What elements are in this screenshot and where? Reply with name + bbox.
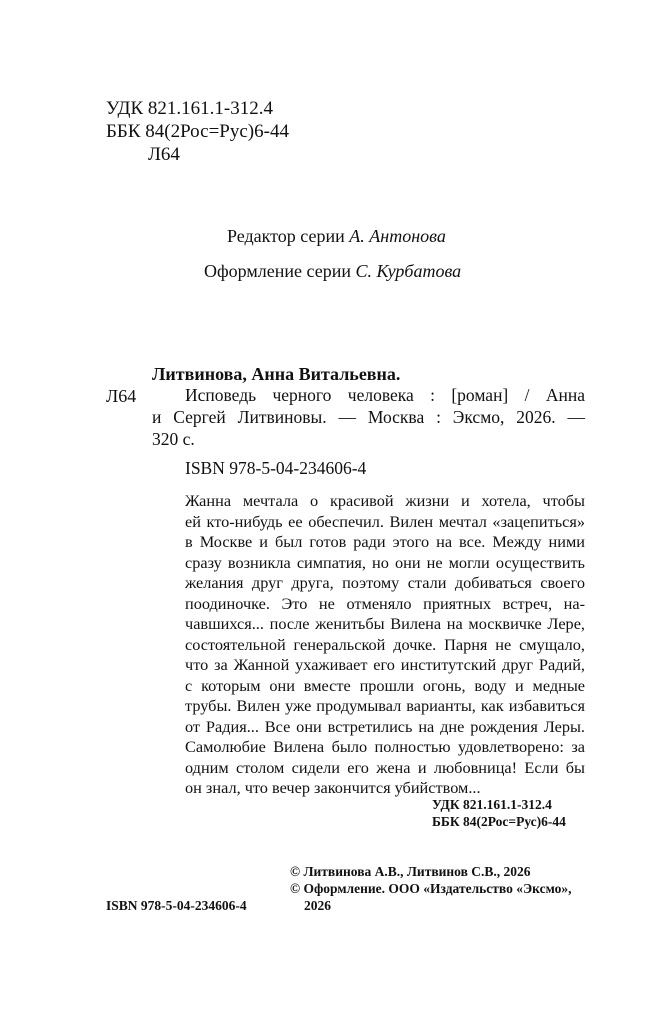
bbk-code: ББК 84(2Рос=Рус)6-44 xyxy=(106,121,289,142)
annotation-line: ей кто-нибудь ее обеспечил. Вилен мечтал «зацепиться» xyxy=(185,511,585,531)
series-design-line xyxy=(204,260,461,282)
bibliography-isbn: ISBN 978-5-04-234606-4 xyxy=(185,458,367,478)
annotation-line: что за Жанной ухаживает его институтский друг Радий, xyxy=(185,655,585,674)
bibliography-mark: Л64 xyxy=(106,386,137,406)
udk-code: УДК 821.161.1-312.4 xyxy=(106,98,273,119)
annotation-line: чавшихся... после женитьбы Вилена на москвичке Лере, xyxy=(185,614,585,633)
footer-udk-code: УДК 821.161.1-312.4 xyxy=(432,797,552,812)
series-design-name: С. Курбатова xyxy=(355,261,462,281)
annotation-line: он знал, что вечер закончится убийством... xyxy=(185,778,481,797)
annotation-line: трубы. Вилен уже продумывал варианты, как избавиться xyxy=(185,696,585,715)
bibliography-line: и Сергей Литвиновы. — Москва : Эксмо, 2026. — xyxy=(152,407,585,427)
annotation-line: с которым они вместе прошли огонь, воду и медные xyxy=(185,675,585,695)
annotation-line: поодиночке. Это не отменяло приятных встреч, на- xyxy=(185,593,585,613)
bibliography-line: 320 с. xyxy=(152,429,195,449)
series-editor-label: Редактор серии xyxy=(227,226,345,246)
footer-isbn: ISBN 978-5-04-234606-4 xyxy=(106,898,247,913)
annotation-line: состоятельной генеральской дочке. Парня не смущало, xyxy=(185,634,585,654)
annotation-line: от Радия... Все они встретились на дне рождения Леры. xyxy=(185,716,585,736)
series-editor-name: А. Антонова xyxy=(349,226,446,246)
copyright-authors: © Литвинова А.В., Литвинов С.В., 2026 xyxy=(290,864,531,879)
series-design-label: Оформление серии xyxy=(204,261,351,281)
annotation-line: одним столом сидели его жена и любовница! Если бы xyxy=(185,757,585,777)
annotation-line: желания друг друга, поэтому стали добиваться своего xyxy=(185,573,585,592)
author-mark: Л64 xyxy=(148,144,180,165)
annotation xyxy=(185,491,585,799)
annotation-line: Жанна мечтала о красивой жизни и хотела, чтобы xyxy=(185,491,585,510)
annotation-line: сразу возникла симпатия, но они не могли осуществить xyxy=(185,552,585,572)
copyright-year: 2026 xyxy=(304,898,331,913)
annotation-line: в Москве и был готов ради этого на все. Между ними xyxy=(185,532,585,551)
copyright-design: © Оформление. ООО «Издательство «Эксмо», xyxy=(290,881,572,896)
footer-bbk-code: ББК 84(2Рос=Рус)6-44 xyxy=(432,814,566,829)
series-editor-line xyxy=(227,225,446,247)
bibliography-line: Исповедь черного человека : [роман] / Анна xyxy=(185,385,585,405)
annotation-line: Самолюбие Вилена было полностью удовлетворено: за xyxy=(185,737,585,756)
bibliography-author: Литвинова, Анна Витальевна. xyxy=(152,364,401,384)
